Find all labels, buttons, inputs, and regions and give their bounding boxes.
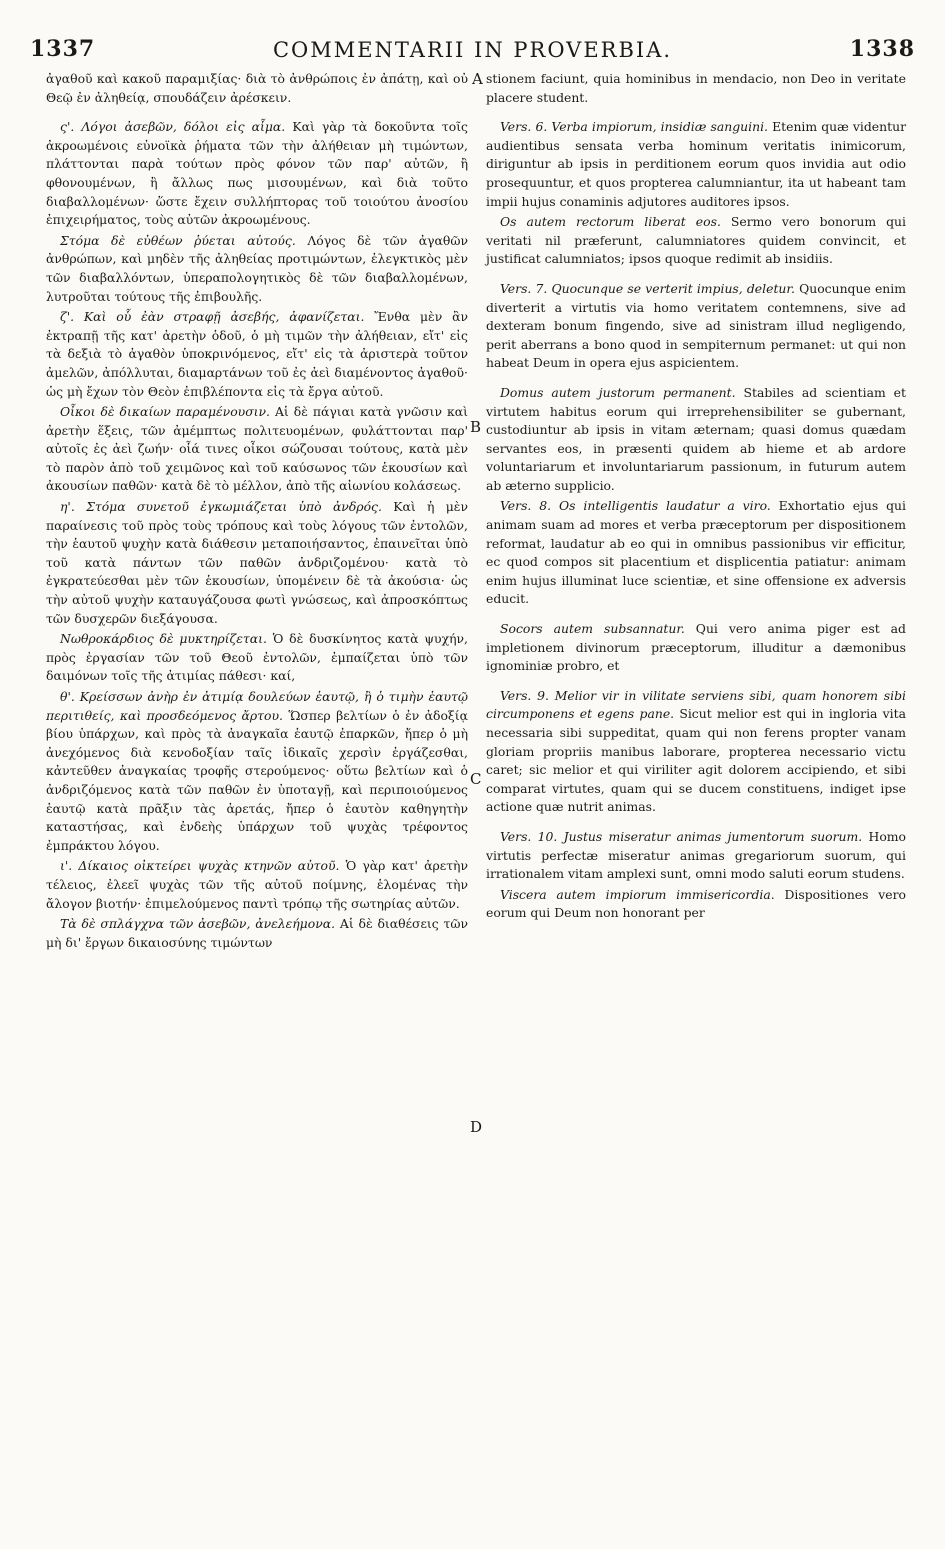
- verse-lemma: θ'. Κρείσσων ἀνὴρ ἐν ἀτιμίᾳ δουλεύων ἑαυτῷ, ἢ ὁ τιμὴν ἑαυτῷ περιτιθείς, καὶ προσδεόμενος ἄρτου.: [46, 689, 468, 723]
- latin-paragraph: stionem faciunt, quia hominibus in mendacio, non Deo in veritate placere student.: [486, 71, 906, 105]
- running-title: COMMENTARII IN PROVERBIA.: [272, 38, 673, 62]
- greek-column: [46, 70, 468, 954]
- page-header: [30, 36, 915, 66]
- verse-lemma: η'. Στόμα συνετοῦ ἐγκωμιάζεται ὑπὸ ἀνδρός.: [60, 499, 382, 515]
- greek-paragraph: Νωθροκάρδιος δὲ μυκτηρίζεται. Ὁ δὲ δυσκίνητος κατὰ ψυχήν, πρὸς ἐργασίαν τῶν τοῦ Θεοῦ ἐντολῶν, ἐμπαίζεται ὑπὸ τῶν δαιμόνων τοῖς τῆς ἀτιμίας πάθεσι· καί,: [46, 631, 468, 684]
- page-number-left: 1337: [30, 36, 96, 62]
- margin-letter-a: A: [472, 70, 483, 88]
- greek-paragraph: Οἶκοι δὲ δικαίων παραμένουσιν. Αἱ δὲ πάγιαι κατὰ γνῶσιν καὶ ἀρετὴν ἕξεις, τῶν ἀμέμπτως πολιτευομένων, φυλάττονται παρ' αὐτοῖς ἐς ἀεὶ ζωήν· οἷά τινες οἶκοι σώζουσαι τούτους, κατὰ μὲν τὸ παρὸν ἀπὸ τοῦ χειμῶνος καὶ τοῦ καύσωνος τῶν ἑκουσίων καὶ ἀκουσίων παθῶν· κατὰ δὲ τὸ μέλλον, ἀπὸ τῆς αἰωνίου κολάσεως.: [46, 404, 468, 494]
- verse-lemma: Os autem rectorum liberat eos.: [500, 214, 721, 230]
- greek-paragraph: ς'. Λόγοι ἀσεβῶν, δόλοι εἰς αἷμα. Καὶ γὰρ τὰ δοκοῦντα τοῖς ἀκροωμένοις εὐνοϊκὰ ῥήματα τῶν τὴν ἀλήθειαν μὴ τιμώντων, πλάττονται παρὰ τούτων πρὸς φόνον τῶν παρ' αὐτῶν, ἢ φθονουμένων, ἢ ἄλλως πως μισουμένων, καὶ διὰ τοῦτο διαβαλλομένων· ὥστε ἔχειν συλλήπτορας τοῦ τοιούτου ἀνοσίου ἐπιχειρήματος, τοὺς αὐτῶν ἀκροωμένους.: [46, 119, 468, 228]
- greek-paragraph: ἀγαθοῦ καὶ κακοῦ παραμιξίας· διὰ τὸ ἀνθρώποις ἐν ἀπάτῃ, καὶ οὐ Θεῷ ἐν ἀληθείᾳ, σπουδάζειν ἀρέσκειν.: [46, 71, 468, 105]
- latin-paragraph: Vers. 9. Melior vir in vilitate serviens sibi, quam honorem sibi circumponens et egens pane. Sicut melior est qui in ingloria vita necessaria sibi suppeditat, quam qui non ferens propter vanam gloriam propriis manibus laborare, propterea necessario victu caret; sic melior et qui viriliter agit dolorem accipiendo, et sibi comparat virtutes, quam qui se ducem constituens, indiget ipse actione quæ nutrit animas.: [486, 687, 906, 815]
- verse-lemma: Vers. 9. Melior vir in vilitate serviens sibi, quam honorem sibi circumponens et egens pane.: [486, 687, 906, 722]
- greek-paragraph: θ'. Κρείσσων ἀνὴρ ἐν ἀτιμίᾳ δουλεύων ἑαυτῷ, ἢ ὁ τιμὴν ἑαυτῷ περιτιθείς, καὶ προσδεόμενος ἄρτου. Ὥσπερ βελτίων ὁ ἐν ἀδοξίᾳ βίου ὑπάρχων, καὶ πρὸς τὰ ἀναγκαῖα ἑαυτῷ ἐπαρκῶν, ἤπερ ὁ μὴ ἀνεχόμενος διὰ κενοδοξίαν ταῖς ἰδικαῖς χερσὶν ἐργάζεσθαι, κἀντεῦθεν ἀναγκαίας τροφῆς στερούμενος· οὕτω βελτίων καὶ ὁ ἀνδριζόμενος κατὰ τῶν παθῶν ἐν ὑποταγῇ, καὶ περιποιούμενος ἑαυτῷ κατὰ πρᾶξιν τὰς ἀρετάς, ἤπερ ὁ ἑαυτὸν καθηγητὴν καταστήσας, καὶ ἐνδεὴς ὑπάρχων τοῦ ψυχὰς τρέφοντος ἐμπράκτου λόγου.: [46, 689, 468, 853]
- verse-lemma: Νωθροκάρδιος δὲ μυκτηρίζεται.: [60, 631, 267, 647]
- margin-letter-d: D: [470, 1118, 483, 1136]
- verse-lemma: Οἶκοι δὲ δικαίων παραμένουσιν.: [60, 404, 270, 420]
- margin-letter-b: B: [470, 418, 482, 436]
- latin-paragraph: Vers. 6. Verba impiorum, insidiæ sanguini. Etenim quæ videntur audientibus sensata verba hominum veritatis inimicorum, diriguntur ab ipsis in perditionem eorum quos invidia aut odio prosequuntur, et quos propterea calumniantur, ita ut habeant tam impii hujus conaminis adjutores auditores ipsos.: [486, 119, 906, 209]
- verse-lemma: Vers. 7. Quocunque se verterit impius, deletur.: [500, 280, 795, 296]
- latin-paragraph: Socors autem subsannatur. Qui vero anima piger est ad impletionem divinorum præceptorum, illuditur a dæmonibus ignominiæ probro, et: [486, 621, 906, 674]
- greek-paragraph: Στόμα δὲ εὐθέων ῥύεται αὐτούς. Λόγος δὲ τῶν ἀγαθῶν ἀνθρώπων, καὶ μηδὲν τῆς ἀληθείας προτιμώντων, ἐλεγκτικὸς μὲν τῶν διαβαλλόντων, ὑπεραπολογητικὸς δὲ τῶν διαβαλλομένων, λυτροῦται τούτους τῆς ἐπιβουλῆς.: [46, 232, 468, 304]
- latin-paragraph: Vers. 10. Justus miseratur animas jumentorum suorum. Homo virtutis perfectæ miseratur animas gregariorum suorum, qui irrationalem vitam amplexi sunt, omni modo saluti eorum studens.: [486, 828, 906, 882]
- verse-lemma: ι'. Δίκαιος οἰκτείρει ψυχὰς κτηνῶν αὐτοῦ.: [60, 858, 340, 874]
- latin-paragraph: Domus autem justorum permanent. Stabiles ad scientiam et virtutem habitus eorum qui irreprehensibiliter se gubernant, custodiuntur ab ipsis in vitam æternam; quasi domus quædam servantes eos, in præsenti quidem ab hieme et ab ardore voluntariarum et involuntariarum passionum, in futurum autem ab æterno supplicio.: [486, 384, 906, 493]
- verse-lemma: ς'. Λόγοι ἀσεβῶν, δόλοι εἰς αἷμα.: [60, 119, 286, 135]
- verse-lemma: Domus autem justorum permanent.: [500, 384, 736, 400]
- margin-letter-c: C: [470, 770, 482, 788]
- greek-paragraph: ζ'. Καὶ οὗ ἐὰν στραφῇ ἀσεβής, ἀφανίζεται. Ἔνθα μὲν ἂν ἐκτραπῇ τῆς κατ' ἀρετὴν ὁδοῦ, ὁ μὴ τιμῶν τὴν ἀλήθειαν, εἴτ' εἰς τὰ δεξιὰ τὸ ἀγαθὸν ὑποκρινόμενος, εἴτ' εἰς τὰ ἀριστερὰ τοῦτον ἀμελῶν, ἀπόλλυται, διαμαρτάνων τοῦ ἐς ἀεὶ διαμένοντος ἀγαθοῦ· ὡς μὴ ἔχων τὸν Θεὸν ἐπιβλέποντα εἰς τὰ ἔργα αὐτοῦ.: [46, 309, 469, 399]
- verse-lemma: Socors autem subsannatur.: [500, 621, 685, 637]
- latin-paragraph: Os autem rectorum liberat eos. Sermo vero bonorum qui veritati nil præferunt, calumniatores quidem convincit, et justificat calumniatos; ipsos quoque redimit ab insidiis.: [486, 214, 906, 267]
- verse-lemma: Vers. 10. Justus miseratur animas jumentorum suorum.: [500, 828, 863, 844]
- verse-lemma: Vers. 6. Verba impiorum, insidiæ sanguini.: [500, 119, 768, 135]
- verse-lemma: Viscera autem impiorum immisericordia.: [500, 886, 775, 902]
- latin-paragraph: Vers. 8. Os intelligentis laudatur a viro. Exhortatio ejus qui animam suam ad mores et verba præceptorum per dispositionem reformat, laudatur ab eo qui in omnibus passionibus vir efficitur, ec quod compos sit placentium et displicentia patiatur: animam enim hujus illuminat luce scientiæ, et sine offensione ex adversis educit.: [486, 498, 906, 607]
- verse-lemma: ζ'. Καὶ οὗ ἐὰν στραφῇ ἀσεβής, ἀφανίζεται.: [60, 309, 365, 325]
- page-number-right: 1338: [849, 36, 915, 62]
- latin-paragraph: Vers. 7. Quocunque se verterit impius, deletur. Quocunque enim diverterit a virtutis via homo veritatem contemnens, sive ad dexteram bonum fingendo, sive ad sinistram illud negligendo, perit aberrans a bono quod in sempiternum permanet: ut qui non habeat Deum in opera ejus aspicientem.: [486, 280, 906, 371]
- verse-lemma: Τὰ δὲ σπλάγχνα τῶν ἀσεβῶν, ἀνελεήμονα.: [60, 916, 336, 932]
- latin-paragraph: Viscera autem impiorum immisericordia. Dispositiones vero eorum qui Deum non honorant per: [486, 886, 906, 921]
- greek-paragraph: Τὰ δὲ σπλάγχνα τῶν ἀσεβῶν, ἀνελεήμονα. Αἱ δὲ διαθέσεις τῶν μὴ δι' ἔργων δικαιοσύνης τιμώντων: [46, 916, 468, 950]
- latin-column: [486, 70, 906, 925]
- verse-lemma: Vers. 8. Os intelligentis laudatur a viro.: [500, 498, 771, 514]
- greek-paragraph: ι'. Δίκαιος οἰκτείρει ψυχὰς κτηνῶν αὐτοῦ. Ὁ γὰρ κατ' ἀρετὴν τέλειος, ἐλεεῖ ψυχὰς τῶν τῆς αὐτοῦ ποίμνης, ἑλομένας τὴν ἄλογον βιοτήν· ἐπιμελούμενος παντὶ τρόπῳ τῆς σωτηρίας αὐτῶν.: [46, 858, 468, 911]
- greek-paragraph: η'. Στόμα συνετοῦ ἐγκωμιάζεται ὑπὸ ἀνδρός. Καὶ ἡ μὲν παραίνεσις τοῦ πρὸς τοὺς τρόπους καὶ τοὺς λόγους τῶν ἐντολῶν, τὴν ἑαυτοῦ ψυχὴν κατὰ διάθεσιν μεταποιήσαντος, ἐπαινεῖται ὑπὸ τοῦ κατὰ πάντων τῶν παθῶν ἀνδριζομένου· κατὰ τὸ ἐγκρατεύεσθαι μὲν τῶν ἑκουσίων, ὑπομένειν δὲ τὰ ἀκούσια· ὡς τὴν αὐτοῦ ψυχὴν καταυγάζουσα φωτὶ γνώσεως, καὶ ἀπροσκόπτως τῶν δυσχερῶν διεξάγουσα.: [46, 499, 468, 626]
- verse-lemma: Στόμα δὲ εὐθέων ῥύεται αὐτούς.: [60, 232, 296, 248]
